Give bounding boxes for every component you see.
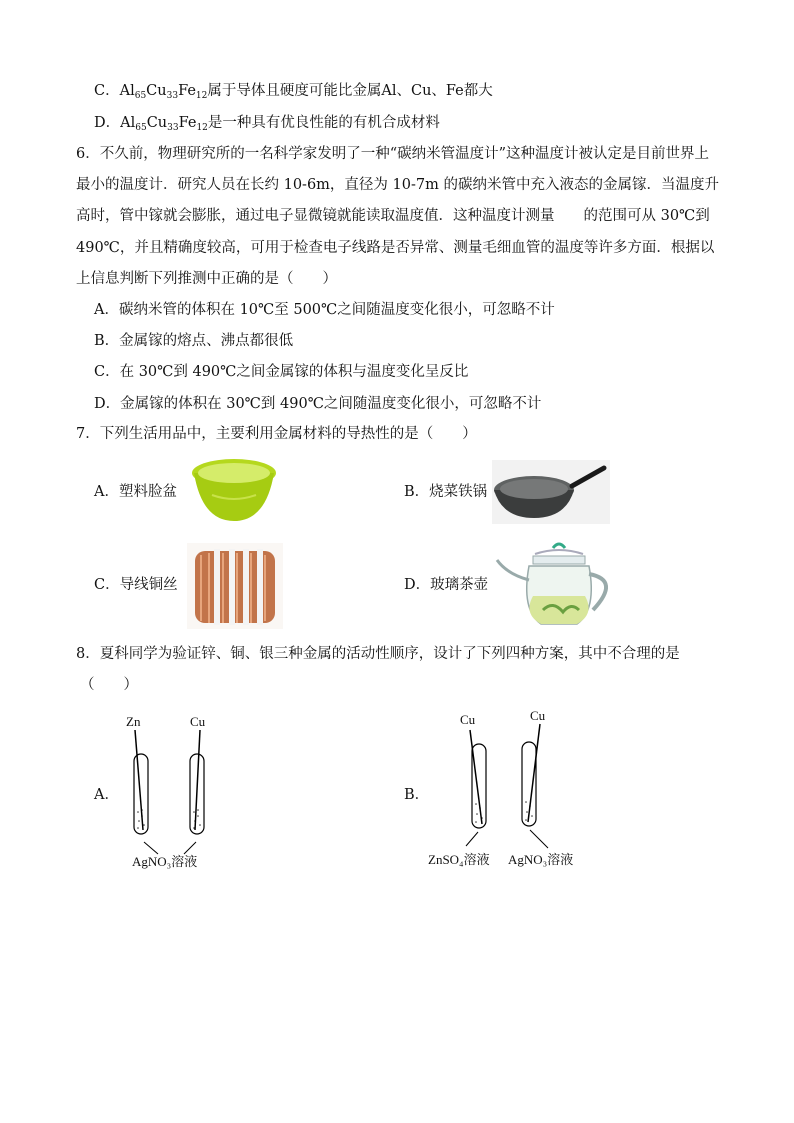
q6-stem-line-3: 高时，管中镓就会膨胀，通过电子显微镜就能读取温度值．这种温度计测量 的范围可从 30℃到: [76, 208, 710, 224]
q7-option-b: B．烧菜铁锅: [404, 484, 488, 500]
q7-option-c: C．导线铜丝: [94, 577, 178, 593]
q6-stem-line-4: 490℃，并且精确度较高，可用于检查电子线路是否异常、测量毛细血管的温度等许多方面．根据以: [76, 240, 715, 256]
q7-option-a: A．塑料脸盆: [94, 484, 177, 500]
q8-fig-a-metal1-label: Zn: [126, 714, 141, 729]
copper-wire-coil-image: [187, 543, 283, 633]
q6-option-c: C．在 30℃到 490℃之间金属镓的体积与温度变化呈反比: [94, 364, 469, 380]
q5-option-d: D．$Al_{65}Cu_{33}Fe_{12}$是一种具有优良性能的有机合成材料: [94, 115, 440, 133]
q8-fig-a-label: A．: [94, 787, 119, 803]
plastic-basin-image: [190, 455, 278, 531]
q6-option-a: A．碳纳米管的体积在 10℃至 500℃之间随温度变化很小，可忽略不计: [94, 302, 555, 318]
q6-stem-line-1: 6．不久前，物理研究所的一名科学家发明了一种“碳纳米管温度计”这种温度计被认定是目前世界上: [76, 146, 710, 162]
q8-stem: 8．夏科同学为验证锌、铜、银三种金属的活动性顺序，设计了下列四种方案，其中不合理的是: [76, 646, 680, 662]
iron-wok-image: [492, 460, 610, 528]
glass-teapot-image: [493, 540, 633, 636]
q5-option-c: C．$Al_{65}Cu_{33}Fe_{12}$属于导体且硬度可能比金属Al、Cu、Fe都大: [94, 83, 493, 101]
q6-stem-line-5: 上信息判断下列推测中正确的是（ ）: [76, 271, 337, 287]
q8-fig-a-metal2-label: Cu: [190, 714, 206, 729]
q8-fig-b-metal2-label: Cu: [530, 708, 546, 723]
q8-figure-b: [424, 708, 594, 872]
q8-figure-a: [120, 712, 230, 872]
q7-stem: 7．下列生活用品中，主要利用金属材料的导热性的是（ ）: [76, 426, 477, 442]
q6-option-b: B．金属镓的熔点、沸点都很低: [94, 333, 294, 349]
q8-fig-b-metal1-label: Cu: [460, 712, 476, 727]
q6-stem-line-2: 最小的温度计．研究人员在长约 10-6m，直径为 10-7m 的碳纳米管中充入液态的金属镓．当温度升: [76, 177, 719, 193]
q8-fig-b-solution2-label: AgNO₃溶液: [508, 852, 574, 867]
q7-option-d: D．玻璃茶壶: [404, 577, 489, 593]
q8-fig-b-label: B．: [404, 787, 430, 803]
q8-fig-b-solution1-label: ZnSO₄溶液: [428, 852, 490, 867]
q8-paren: （ ）: [80, 677, 138, 693]
q8-fig-a-solution-label: AgNO₃溶液: [132, 854, 198, 869]
q6-option-d: D．金属镓的体积在 30℃到 490℃之间随温度变化很小，可忽略不计: [94, 396, 542, 412]
